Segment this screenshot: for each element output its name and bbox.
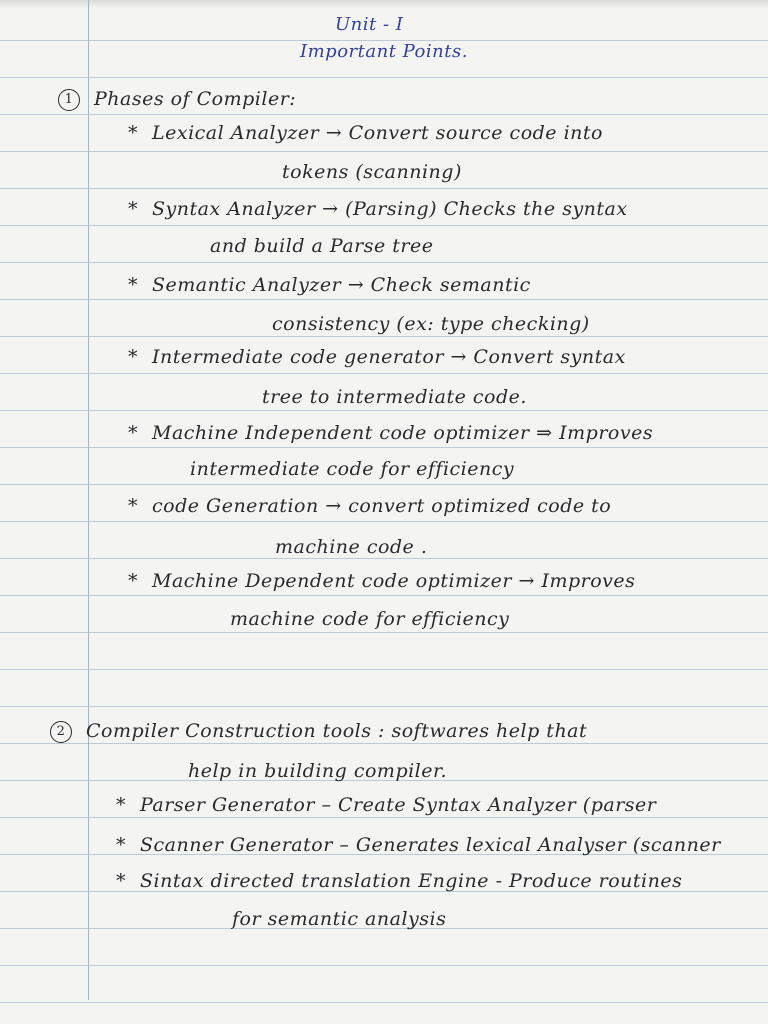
- intermediate-code-generator-text: Intermediate code generator → Convert syntax: [152, 346, 626, 368]
- machine-independent-optimizer-text: Machine Independent code optimizer ⇒ Improves: [152, 422, 654, 444]
- section2-line-5: for semantic analysis: [232, 908, 447, 930]
- unit-heading: Unit - I: [335, 14, 404, 35]
- margin-line: [88, 0, 89, 1000]
- section1-line-8: tree to intermediate code.: [262, 386, 527, 408]
- section1-number: 1: [58, 89, 80, 111]
- bullet-mark: *: [128, 346, 138, 368]
- section1-line-1: [128, 122, 603, 144]
- section1-line-2: tokens (scanning): [282, 161, 462, 183]
- section1-line-13: [128, 570, 635, 592]
- bullet-mark: *: [128, 274, 138, 296]
- important-points-heading: Important Points.: [300, 41, 468, 62]
- scanner-generator-text: Scanner Generator – Generates lexical Analyser (scanner: [140, 834, 721, 856]
- section1-line-7: [128, 346, 626, 368]
- section1-line-14: machine code for efficiency: [230, 608, 510, 630]
- bullet-mark: *: [116, 794, 126, 816]
- section1-title: Phases of Compiler:: [94, 88, 297, 110]
- section1-line-4: and build a Parse tree: [210, 235, 434, 257]
- syntax-directed-engine-text: Sintax directed translation Engine - Produce routines: [140, 870, 683, 892]
- section1-line-11: [128, 495, 611, 517]
- bullet-mark: *: [128, 495, 138, 517]
- bullet-mark: *: [116, 870, 126, 892]
- section2-line-3: [116, 834, 721, 856]
- lexical-analyzer-text: Lexical Analyzer → Convert source code into: [152, 122, 603, 144]
- bullet-mark: *: [128, 570, 138, 592]
- section2-title: Compiler Construction tools : softwares help that: [86, 720, 588, 742]
- syntax-analyzer-text: Syntax Analyzer → (Parsing) Checks the syntax: [152, 198, 628, 220]
- section2-number: 2: [50, 721, 72, 743]
- bullet-mark: *: [128, 122, 138, 144]
- section2-line-2: [116, 794, 656, 816]
- section1-heading: [58, 88, 296, 111]
- section1-line-9: [128, 422, 653, 444]
- parser-generator-text: Parser Generator – Create Syntax Analyzer (parser: [140, 794, 657, 816]
- section1-line-12: machine code .: [275, 536, 428, 558]
- section1-line-5: [128, 274, 531, 296]
- semantic-analyzer-text: Semantic Analyzer → Check semantic: [152, 274, 531, 296]
- section1-line-10: intermediate code for efficiency: [190, 458, 515, 480]
- section2-heading: [50, 720, 587, 743]
- code-generation-text: code Generation → convert optimized code to: [152, 495, 612, 517]
- section1-line-6: consistency (ex: type checking): [272, 313, 590, 335]
- bullet-mark: *: [128, 422, 138, 444]
- bullet-mark: *: [128, 198, 138, 220]
- page-top-shadow: [0, 0, 768, 8]
- machine-dependent-optimizer-text: Machine Dependent code optimizer → Improves: [152, 570, 636, 592]
- section1-line-3: [128, 198, 628, 220]
- section2-line-1: help in building compiler.: [188, 760, 448, 782]
- section2-line-4: [116, 870, 682, 892]
- bullet-mark: *: [116, 834, 126, 856]
